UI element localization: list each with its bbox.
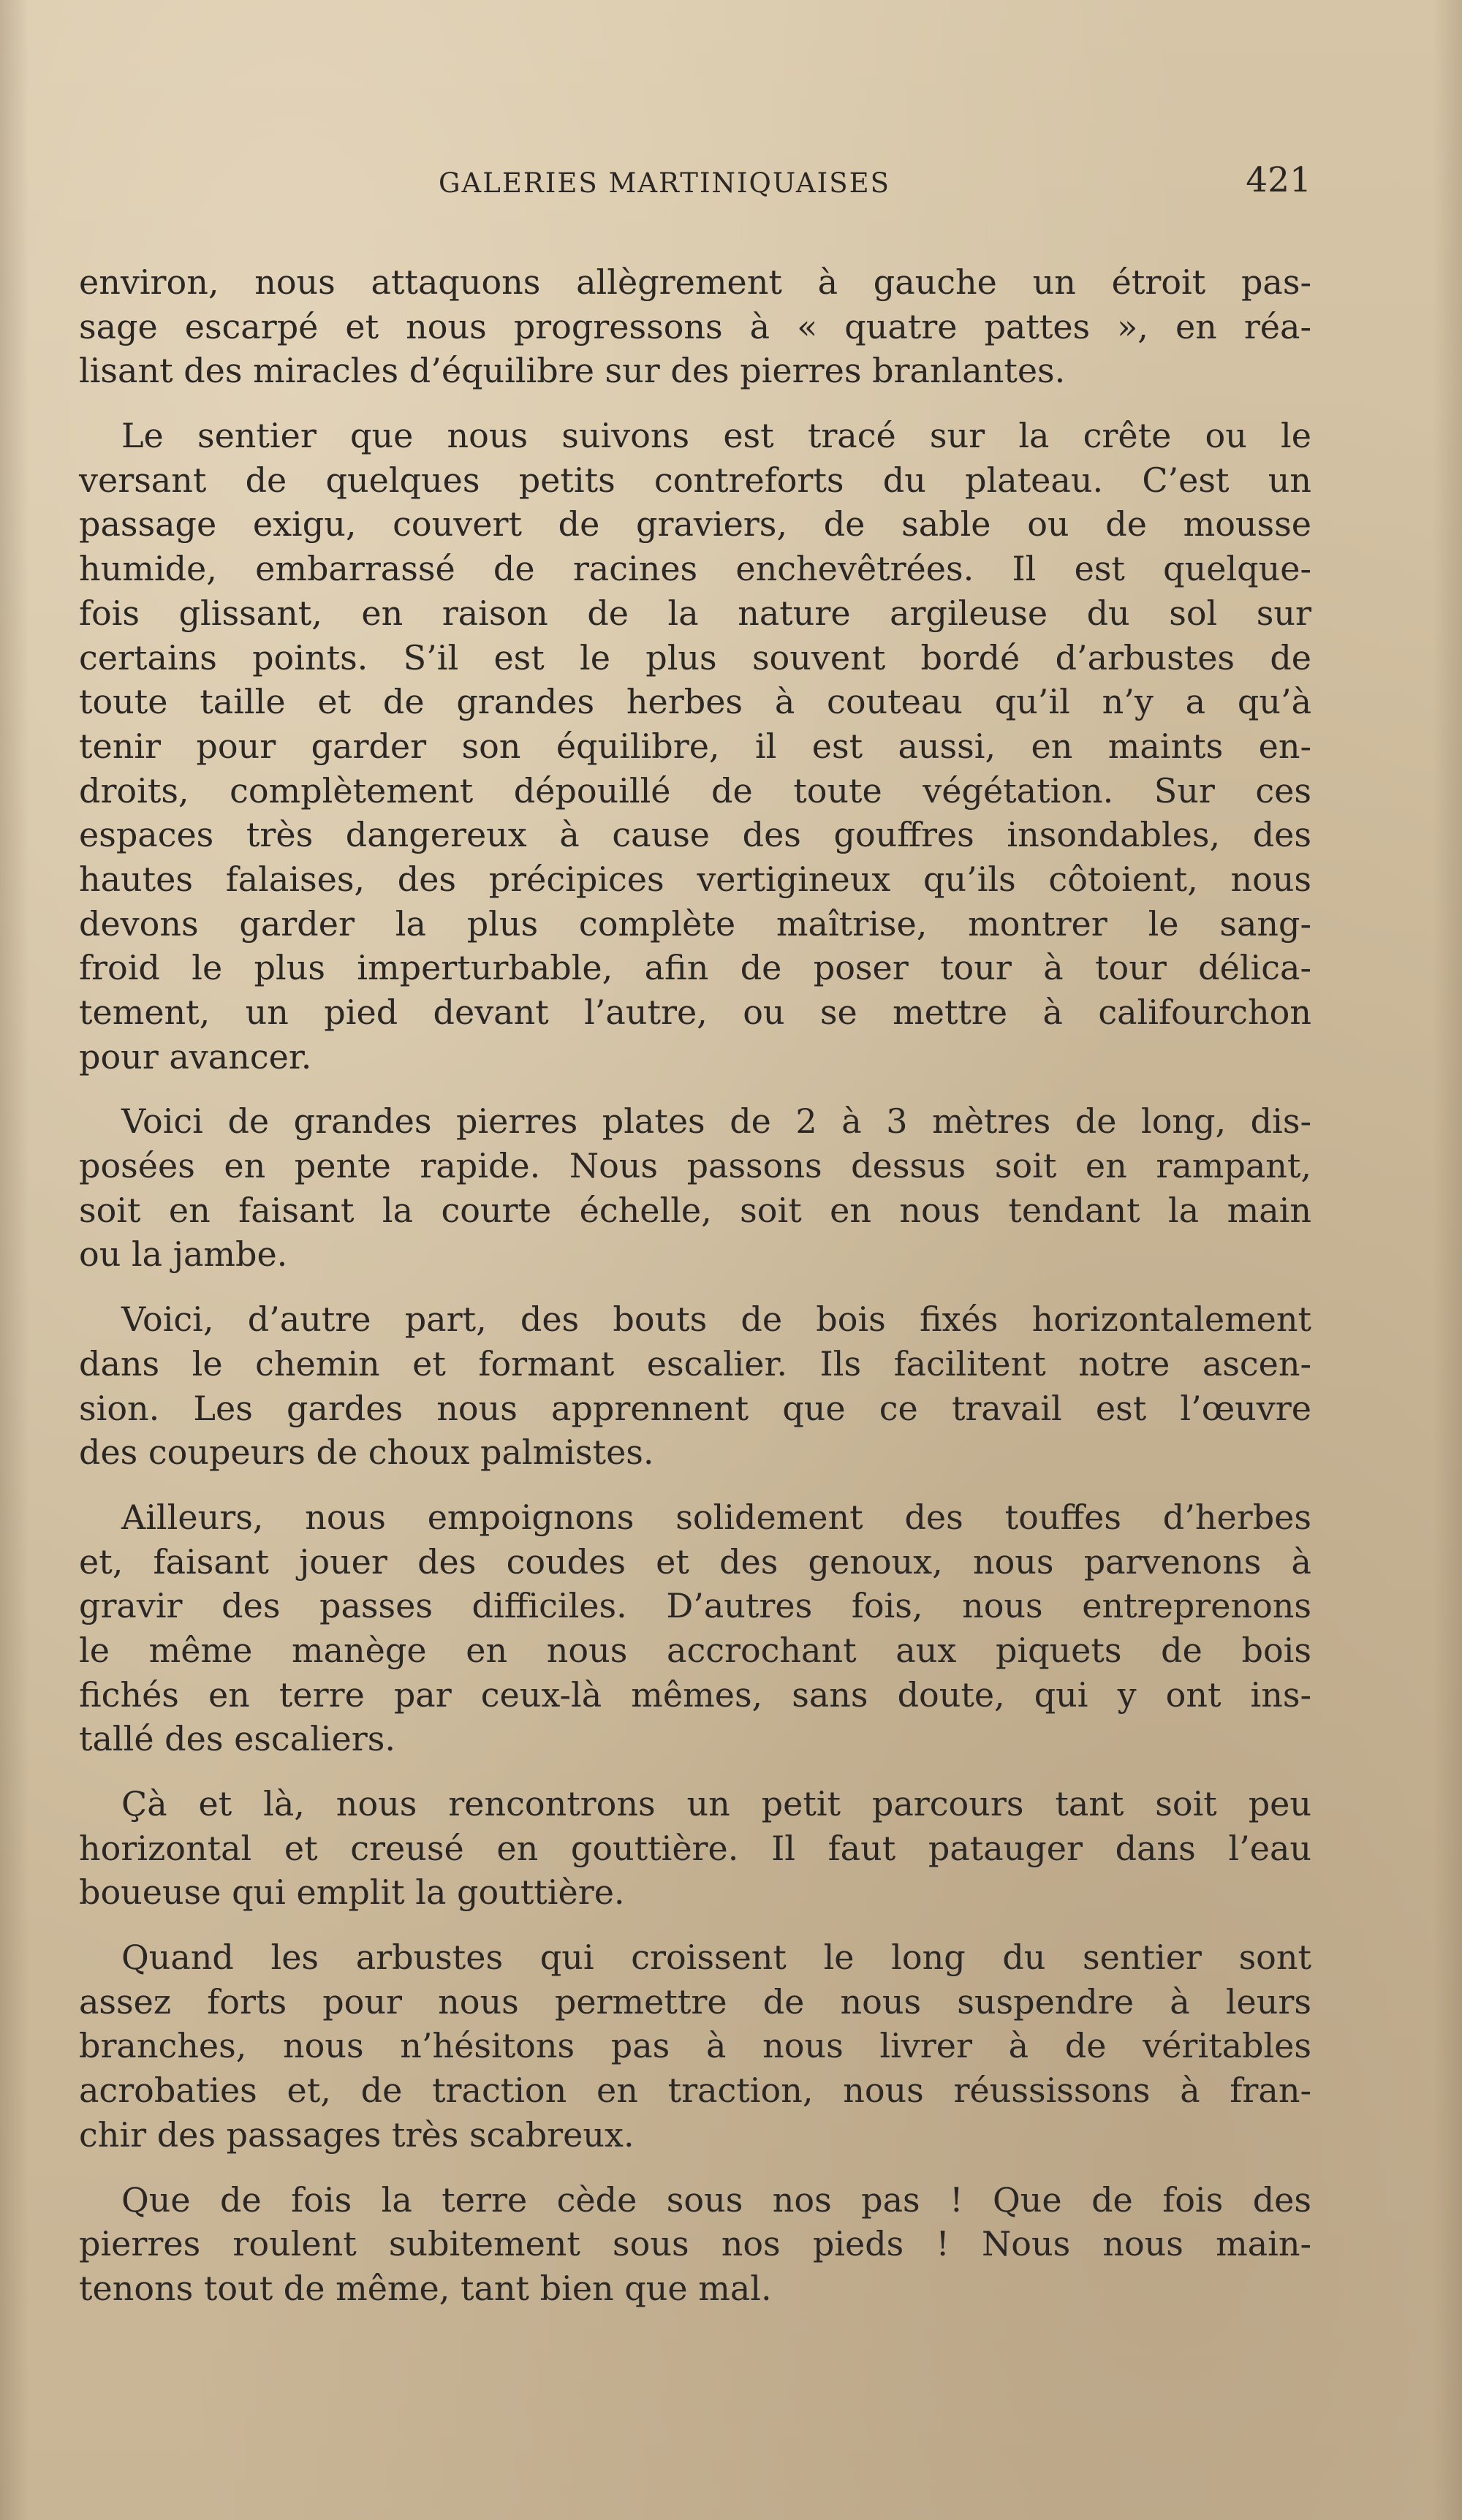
text-line: dans le chemin et formant escalier. Ils facilitent notre ascen- xyxy=(79,1343,1311,1384)
text-line: sion. Les gardes nous apprennent que ce travail est l’œuvre xyxy=(79,1388,1311,1428)
page-header xyxy=(79,160,1311,208)
text-line: hautes falaises, des précipices vertigineux qu’ils côtoient, nous xyxy=(79,859,1311,899)
text-line: passage exigu, couvert de graviers, de sable ou de mousse xyxy=(79,504,1311,544)
text-line: Le sentier que nous suivons est tracé sur la crête ou le xyxy=(121,416,1311,456)
body-text xyxy=(79,260,1311,2331)
text-line: tenons tout de même, tant bien que mal. xyxy=(79,2268,772,2308)
text-line: boueuse qui emplit la gouttière. xyxy=(79,1872,625,1913)
text-line: horizontal et creusé en gouttière. Il faut patauger dans l’eau xyxy=(79,1828,1311,1868)
text-line: Ailleurs, nous empoignons solidement des touffes d’herbes xyxy=(121,1497,1311,1537)
text-line: humide, embarrassé de racines enchevêtrées. Il est quelque- xyxy=(79,549,1311,589)
text-line: environ, nous attaquons allègrement à gauche un étroit pas- xyxy=(79,262,1311,302)
text-line: tallé des escaliers. xyxy=(79,1719,395,1759)
text-line: espaces très dangereux à cause des gouffres insondables, des xyxy=(79,815,1311,855)
text-line: Voici de grandes pierres plates de 2 à 3 mètres de long, dis- xyxy=(121,1101,1311,1142)
text-line: froid le plus imperturbable, afin de poser tour à tour délica- xyxy=(79,948,1311,988)
text-line: et, faisant jouer des coudes et des genoux, nous parvenons à xyxy=(79,1541,1311,1582)
text-line: Que de fois la terre cède sous nos pas ! Que de fois des xyxy=(121,2179,1311,2220)
paragraph xyxy=(79,1297,1311,1475)
text-line: droits, complètement dépouillé de toute végétation. Sur ces xyxy=(79,770,1311,811)
paragraph xyxy=(79,1099,1311,1277)
paragraph xyxy=(79,1495,1311,1761)
text-line: sage escarpé et nous progressons à « quatre pattes », en réa- xyxy=(79,306,1311,346)
text-line: des coupeurs de choux palmistes. xyxy=(79,1432,654,1473)
text-line: soit en faisant la courte échelle, soit en nous tendant la main xyxy=(79,1190,1311,1230)
text-line: fichés en terre par ceux-là mêmes, sans doute, qui y ont ins- xyxy=(79,1674,1311,1715)
text-line: pierres roulent subitement sous nos pieds ! Nous nous main- xyxy=(79,2224,1311,2264)
text-line: versant de quelques petits contreforts du plateau. C’est un xyxy=(79,460,1311,500)
paragraph xyxy=(79,1782,1311,1915)
paragraph xyxy=(79,260,1311,393)
text-line: branches, nous n’hésitons pas à nous livrer à de véritables xyxy=(79,2026,1311,2066)
text-line: chir des passages très scabreux. xyxy=(79,2114,635,2155)
text-line: assez forts pour nous permettre de nous suspendre à leurs xyxy=(79,1981,1311,2022)
text-line: Quand les arbustes qui croissent le long du sentier sont xyxy=(121,1938,1311,1978)
text-line: tenir pour garder son équilibre, il est aussi, en maints en- xyxy=(79,726,1311,766)
text-line: fois glissant, en raison de la nature argileuse du sol sur xyxy=(79,593,1311,633)
text-line: acrobaties et, de traction en traction, nous réussissons à fran- xyxy=(79,2071,1311,2111)
text-line: Voici, d’autre part, des bouts de bois fixés horizontalement xyxy=(121,1299,1311,1340)
text-line: certains points. S’il est le plus souvent bordé d’arbustes de xyxy=(79,637,1311,678)
page-number: 421 xyxy=(1246,160,1311,200)
text-line: lisant des miracles d’équilibre sur des pierres branlantes. xyxy=(79,351,1066,391)
text-line: pour avancer. xyxy=(79,1036,312,1077)
text-line: toute taille et de grandes herbes à couteau qu’il n’y a qu’à xyxy=(79,682,1311,722)
paragraph xyxy=(79,414,1311,1079)
text-line: posées en pente rapide. Nous passons dessus soit en rampant, xyxy=(79,1146,1311,1186)
paragraph xyxy=(79,2178,1311,2311)
running-title: GALERIES MARTINIQUAISES xyxy=(439,167,890,199)
text-line: le même manège en nous accrochant aux piquets de bois xyxy=(79,1630,1311,1670)
paragraph xyxy=(79,1935,1311,2157)
text-line: ou la jambe. xyxy=(79,1234,288,1275)
text-line: gravir des passes difficiles. D’autres fois, nous entreprenons xyxy=(79,1586,1311,1626)
text-line: devons garder la plus complète maîtrise, montrer le sang- xyxy=(79,903,1311,944)
text-line: Çà et là, nous rencontrons un petit parcours tant soit peu xyxy=(121,1784,1311,1823)
text-line: tement, un pied devant l’autre, ou se mettre à califourchon xyxy=(79,993,1311,1032)
